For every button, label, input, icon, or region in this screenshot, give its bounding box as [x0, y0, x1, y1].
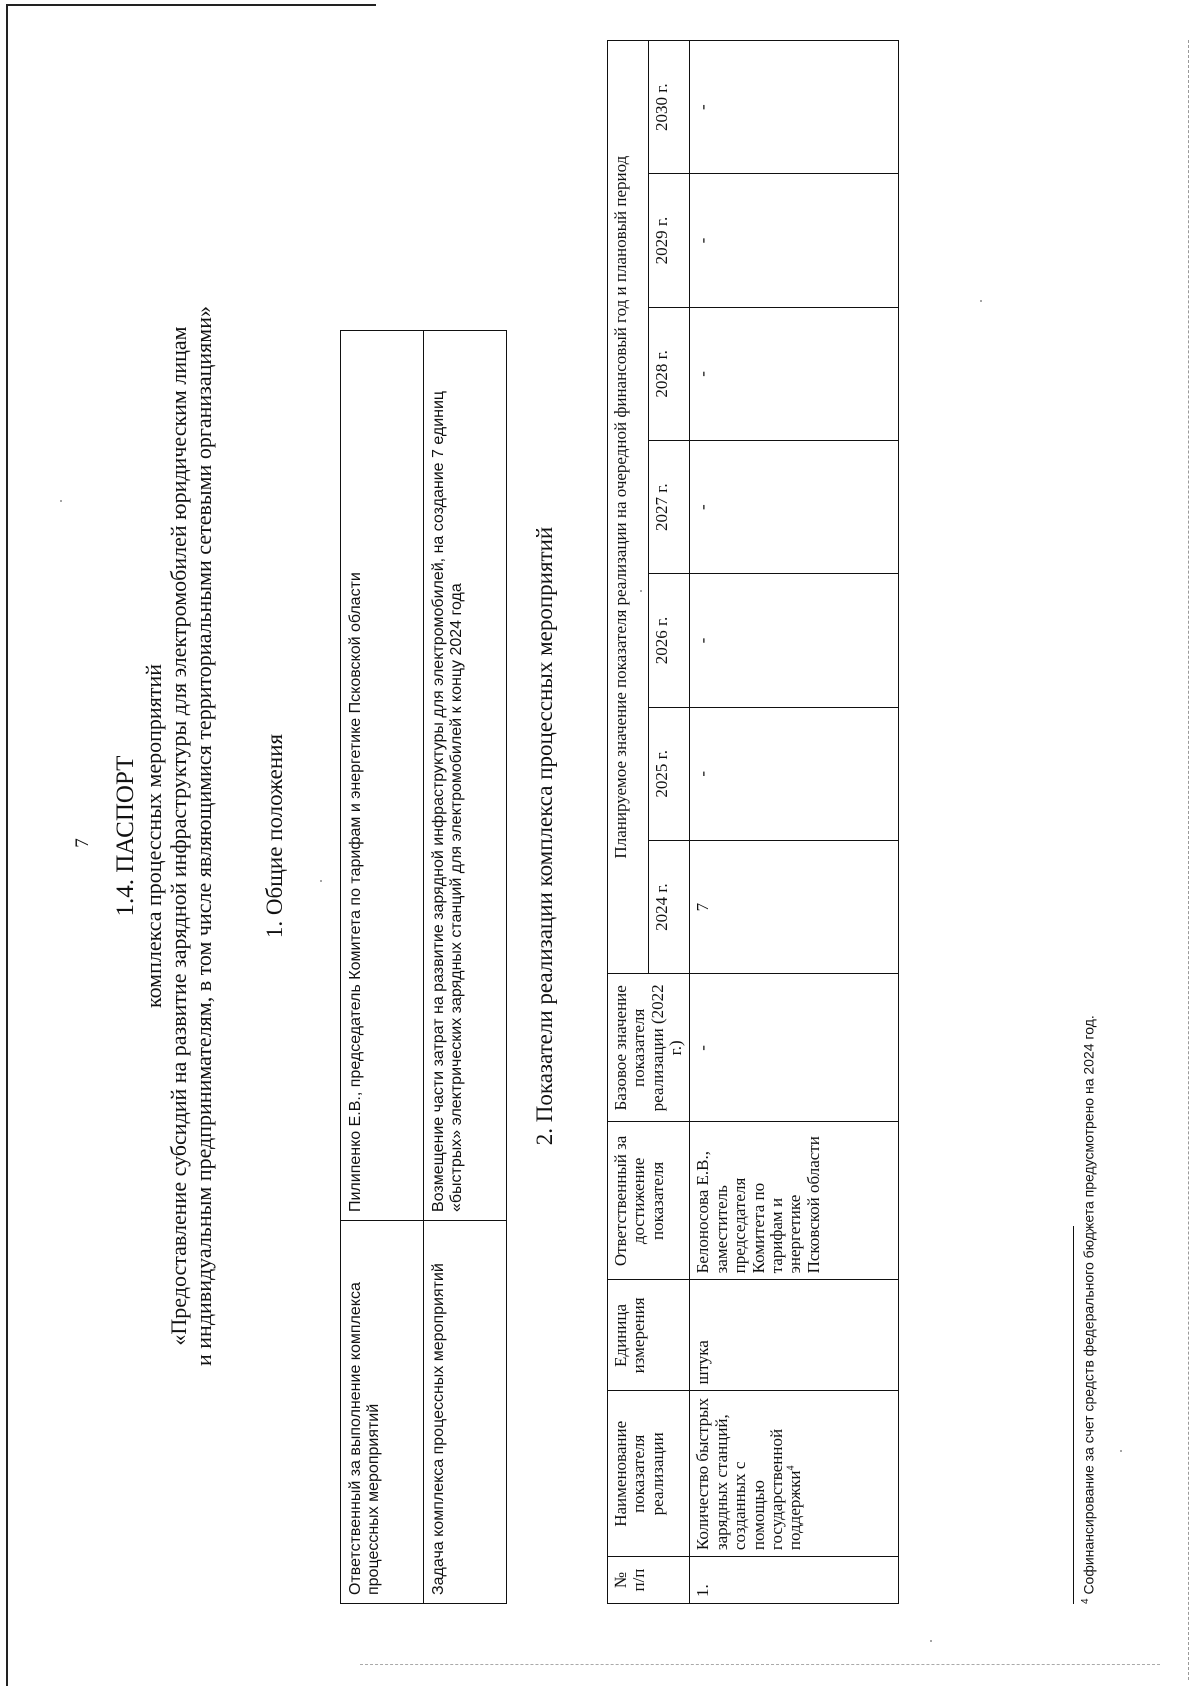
cell-year-value: -	[690, 174, 899, 307]
column-header-year: 2029 г.	[649, 174, 690, 307]
table-cell-value: Пилипенко Е.В., председатель Комитета по тарифам и энергетике Псковской области	[341, 331, 424, 1221]
column-header-unit: Единица измерения	[608, 1280, 690, 1391]
cell-year-value: -	[690, 307, 899, 440]
general-info-table	[340, 330, 507, 1604]
column-header-year: 2026 г.	[649, 574, 690, 707]
column-header-num: № п/п	[608, 1557, 690, 1604]
column-header-year: 2027 г.	[649, 441, 690, 574]
indicators-table	[607, 40, 899, 1604]
table-cell-label: Ответственный за выполнение комплекса процессных мероприятий	[341, 1221, 424, 1604]
column-header-base: Базовое значение показателя реализации (2022 г.)	[608, 974, 690, 1122]
column-header-year: 2030 г.	[649, 41, 690, 174]
column-header-year: 2024 г.	[649, 840, 690, 973]
document-title: 1.4. ПАСПОРТ	[112, 755, 139, 917]
document-title-block	[112, 136, 217, 1536]
footnote-separator	[1073, 1226, 1074, 1604]
table-row	[690, 41, 899, 1604]
table-row	[341, 331, 424, 1604]
cell-name-text: Количество быстрых зарядных станций, созданных с помощью государственной поддержки	[693, 1397, 805, 1551]
column-header-responsible: Ответственный за достижение показателя	[608, 1122, 690, 1280]
program-name-line-2: и индивидуальным предпринимателям, в том числе являющимися территориальными сетевыми организациями»	[191, 306, 217, 1366]
cell-year-value: -	[690, 441, 899, 574]
page-number: 7	[72, 838, 93, 848]
cell-unit: штука	[690, 1280, 899, 1391]
column-header-year: 2028 г.	[649, 307, 690, 440]
cell-base: -	[690, 974, 899, 1122]
table-cell-value: Возмещение части затрат на развитие зарядной инфраструктуры для электромобилей, на создание 7 единиц «быстрых» электрических зарядных станций для электромобилей к концу 2024 года	[424, 331, 507, 1221]
cell-year-value: -	[690, 41, 899, 174]
footnote-mark: 4	[1080, 1598, 1091, 1604]
column-header-name: Наименование показателя реализации	[608, 1391, 690, 1557]
cell-year-value: -	[690, 574, 899, 707]
footnote-mark: 4	[785, 1465, 797, 1471]
program-name-line-1: «Предоставление субсидий на развитие зарядной инфраструктуры для электромобилей юридическим лицам	[166, 326, 192, 1346]
cell-name	[690, 1391, 899, 1557]
section-2-title: 2. Показатели реализации комплекса процессных мероприятий	[532, 526, 557, 1146]
section-1-title: 1. Общие положения	[262, 733, 287, 939]
table-cell-label: Задача комплекса процессных мероприятий	[424, 1221, 507, 1604]
footnote	[1080, 204, 1097, 1604]
cell-responsible: Белоносова Е.В., заместитель председателя Комитета по тарифам и энергетике Псковской области	[690, 1122, 899, 1280]
document-subtitle: комплекса процессных мероприятий	[140, 664, 166, 1008]
cell-year-value: 7	[690, 840, 899, 973]
footnote-text: Софинансирование за счет средств федерального бюджета предусмотрено на 2024 год.	[1080, 1015, 1097, 1599]
column-header-planned: Планируемое значение показателя реализации на очередной финансовый год и плановый период	[608, 41, 649, 974]
cell-num: 1.	[690, 1557, 899, 1604]
table-header-row	[608, 41, 649, 1604]
column-header-year: 2025 г.	[649, 707, 690, 840]
cell-year-value: -	[690, 707, 899, 840]
table-row	[424, 331, 507, 1604]
